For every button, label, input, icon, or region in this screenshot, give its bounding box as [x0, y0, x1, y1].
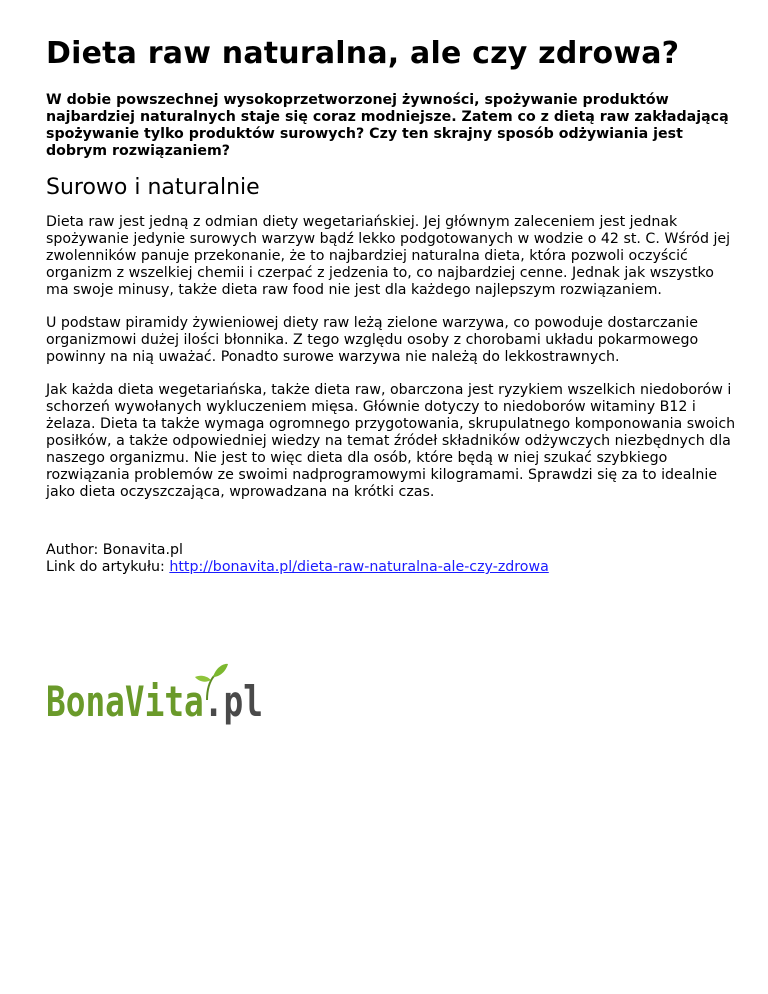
- article: [46, 34, 736, 576]
- paragraph-3: Jak każda dieta wegetariańska, także dieta raw, obarczona jest ryzykiem wszelkich niedoborów i schorzeń wywołanych wykluczeniem mięsa. Głównie dotyczy to niedoborów witaminy B12 i żelaza. Dieta ta także wymaga ogromnego przygotowania, skrupulatnego komponowania swoich posiłków, a także odpowiedniej wiedzy na temat źródeł składników odżywczych niezbędnych dla naszego organizmu. Nie jest to więc dieta dla osób, które będą w niej szukać szybkiego rozwiązania problemów ze swoimi nadprogramowymi kilogramami. Sprawdzi się za to idealnie jako dieta oczyszczająca, wprowadzana na krótki czas.: [46, 382, 736, 500]
- logo-pl: .pl: [203, 676, 263, 727]
- link-label: Link do artykułu:: [46, 559, 170, 575]
- logo-vita: Vita: [124, 676, 204, 727]
- article-title: Dieta raw naturalna, ale czy zdrowa?: [46, 36, 680, 71]
- article-meta: [46, 542, 736, 576]
- bonavita-logo: [46, 662, 263, 728]
- section-heading: Surowo i naturalnie: [46, 175, 260, 200]
- article-lead: W dobie powszechnej wysokoprzetworzonej żywności, spożywanie produktów najbardziej naturalnych staje się coraz modniejsze. Zatem co z dietą raw zakładającą spożywanie tylko produktów surowych? Czy ten skrajny sposób odżywiania jest dobrym rozwiązaniem?: [46, 92, 729, 159]
- paragraph-1: Dieta raw jest jedną z odmian diety wegetariańskiej. Jej głównym zaleceniem jest jednak spożywanie jedynie surowych warzyw bądź lekko podgotowanych w wodzie o 42 st. C. Wśród jej zwolenników panuje przekonanie, że to najbardziej naturalna dieta, która pozwoli oczyścić organizm z wszelkiej chemii i czerpać z jedzenia to, co najbardziej cenne. Jednak jak wszystko ma swoje minusy, także dieta raw food nie jest dla każdego najlepszym rozwiązaniem.: [46, 214, 731, 298]
- article-link[interactable]: http://bonavita.pl/dieta-raw-naturalna-ale-czy-zdrowa: [169, 559, 549, 575]
- logo-bona: Bona: [46, 676, 125, 727]
- svg-text:BonaVita.pl: [46, 677, 263, 726]
- paragraph-2: U podstaw piramidy żywieniowej diety raw leżą zielone warzywa, co powoduje dostarczanie organizmowi dużej ilości błonnika. Z tego względu osoby z chorobami układu pokarmowego powinny na nią uważać. Ponadto surowe warzywa nie należą do lekkostrawnych.: [46, 315, 699, 365]
- author-line: Author: Bonavita.pl: [46, 542, 183, 558]
- link-line: [46, 559, 736, 576]
